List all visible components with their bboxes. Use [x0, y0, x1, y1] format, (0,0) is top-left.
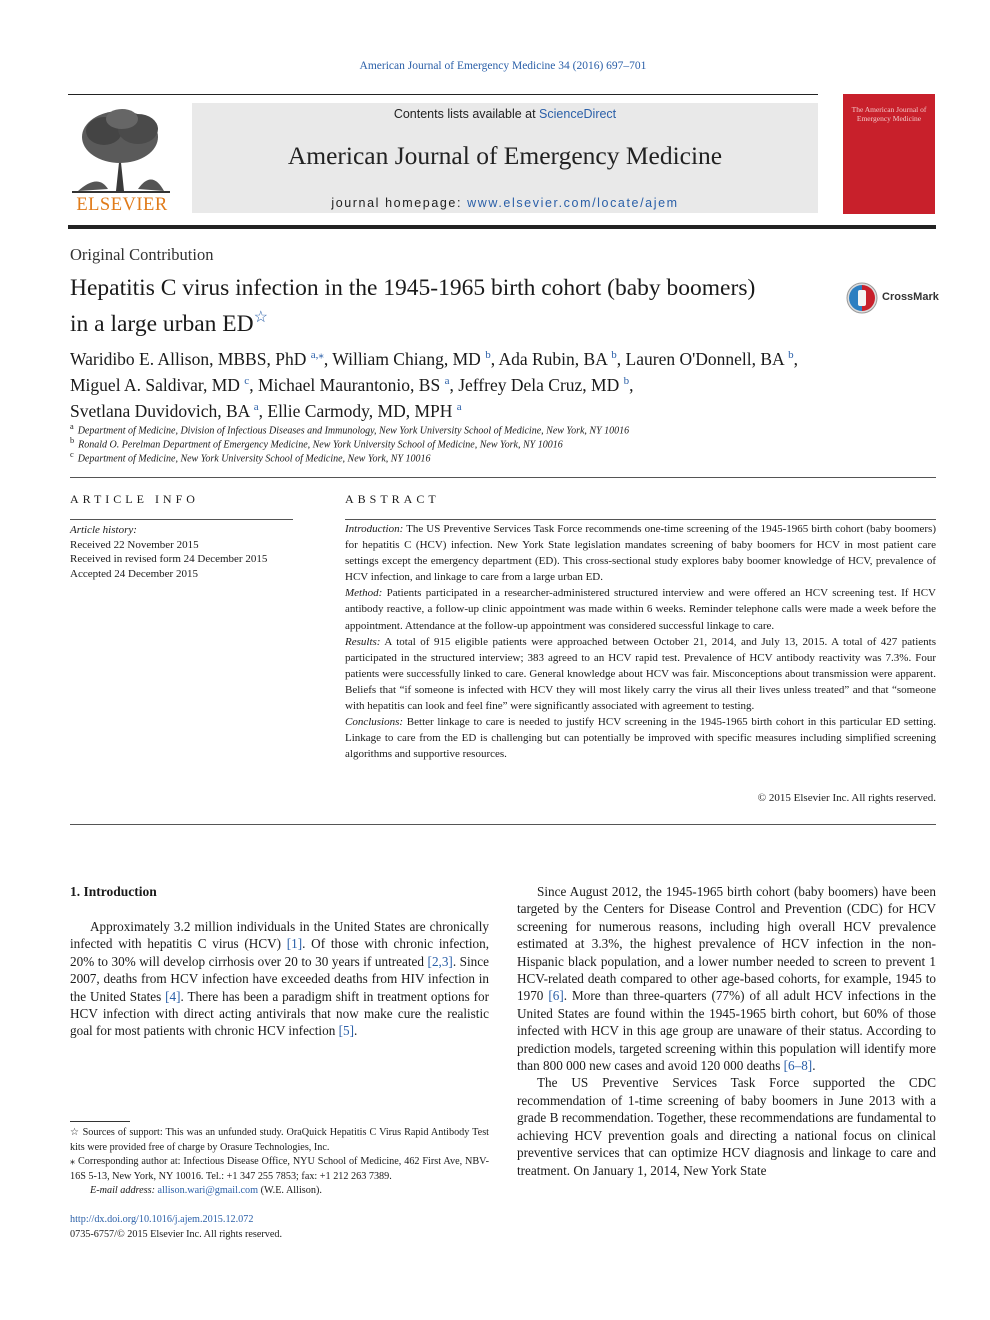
- article-info-heading: ARTICLE INFO: [70, 492, 199, 506]
- footnote-mark: ☆: [70, 1127, 80, 1138]
- author-name: Jeffrey Dela Cruz, MD: [458, 374, 620, 395]
- revised-date: Received in revised form 24 December 2015: [70, 553, 268, 565]
- footnote-text: Sources of support: This was an unfunded study. OraQuick Hepatitis C Virus Rapid Antibody Test kits were provided free of charge by Orasure Technologies, Inc.: [70, 1127, 489, 1153]
- title-footnote-marker[interactable]: ☆: [253, 309, 268, 326]
- reference-link[interactable]: [6–8]: [783, 1058, 813, 1074]
- email-owner: (W.E. Allison).: [258, 1185, 322, 1196]
- author-separator: ,: [449, 374, 459, 395]
- abstract-text: A total of 915 eligible patients were approached between October 21, 2014, and July 13, 2015. A total of 427 patients participated in the structured interview; 383 agreed to an HCV rapid test. Prevalence of HCV antibody reactivity was 7.3%. Four patients were successfully linked to care. General knowledge about HCV was fair. Misconceptions about transmission were apparent. Beliefs that “if someone is infected with HCV they will most likely carry the virus all their lives unless treated” and that “someone with hepatitis can look and feel fine” were significantly associated with agreement to testing.: [345, 635, 936, 713]
- article-type: Original Contribution: [70, 245, 214, 264]
- header-rule-top: [68, 94, 818, 95]
- abstract-heading: ABSTRACT: [345, 492, 440, 506]
- section-heading-introduction: 1. Introduction: [70, 884, 157, 899]
- author-name: Miguel A. Saldivar, MD: [70, 374, 240, 395]
- reference-link[interactable]: [1]: [286, 936, 303, 952]
- doi-link[interactable]: http://dx.doi.org/10.1016/j.ajem.2015.12.072: [70, 1214, 254, 1225]
- abstract-results: [345, 634, 936, 714]
- affil-mark: c: [70, 450, 74, 459]
- abstract-copyright: © 2015 Elsevier Inc. All rights reserved.: [757, 792, 936, 804]
- email-label: E-mail address:: [90, 1185, 158, 1196]
- author-name: Ellie Carmody, MD, MPH: [267, 400, 453, 421]
- accepted-date: Accepted 24 December 2015: [70, 567, 198, 580]
- author-name: Svetlana Duvidovich, BA: [70, 400, 250, 421]
- journal-banner: [192, 103, 818, 213]
- reference-link[interactable]: [2,3]: [427, 953, 453, 969]
- affil-text: Department of Medicine, Division of Infectious Diseases and Immunology, New York University School of Medicine, New York, NY 10016: [77, 425, 630, 437]
- footnote-support: [70, 1126, 489, 1155]
- email-link[interactable]: allison.wari@gmail.com: [157, 1185, 259, 1196]
- reference-link[interactable]: [4]: [165, 988, 181, 1004]
- affil-mark: b: [70, 436, 75, 445]
- sciencedirect-link[interactable]: ScienceDirect: [539, 107, 617, 121]
- author-affiliation-marker[interactable]: b: [485, 349, 491, 361]
- cover-title: The American Journal of Emergency Medicine: [851, 105, 927, 123]
- journal-title: American Journal of Emergency Medicine: [287, 141, 723, 170]
- abstract-label: Conclusions:: [345, 716, 404, 729]
- abstract-method: [345, 585, 936, 633]
- homepage-link[interactable]: www.elsevier.com/locate/ajem: [467, 196, 679, 210]
- abstract-label: Introduction:: [345, 523, 404, 535]
- article-title: [70, 274, 820, 339]
- author-affiliation-marker[interactable]: a: [444, 374, 450, 387]
- affiliation-rule: [70, 477, 936, 478]
- author-separator: ,: [616, 348, 626, 369]
- abstract-text: Patients participated in a researcher-administered structured interview and were offered an HCV screening test. If HCV antibody reactive, a follow-up clinic appointment was made within 6 weeks. Reminder telephone calls were made a week before the appointment. Attendance at the follow-up appointment was considered successful linkage to care.: [345, 587, 936, 632]
- homepage-prefix: journal homepage:: [331, 196, 468, 210]
- author-affiliation-marker[interactable]: a: [456, 400, 462, 413]
- footnote-rule: [70, 1121, 130, 1122]
- elsevier-logo: [68, 103, 174, 215]
- history-label: Article history:: [70, 524, 137, 536]
- abstract-conclusions: [345, 714, 936, 762]
- article-info-rule: [70, 519, 293, 520]
- author-name: Waridibo E. Allison, MBBS, PhD: [70, 348, 307, 369]
- abstract-introduction: [345, 521, 936, 585]
- affil-mark: a: [70, 422, 74, 431]
- crossmark-badge[interactable]: [846, 282, 941, 314]
- doi-block: [70, 1213, 282, 1242]
- footnote-email: [70, 1184, 489, 1199]
- footnote-mark: ⁎: [70, 1156, 76, 1167]
- contents-line: [192, 107, 818, 121]
- author-name: Ada Rubin, BA: [498, 348, 607, 369]
- reference-link[interactable]: [6]: [548, 988, 564, 1004]
- abstract-text: The US Preventive Services Task Force recommends one-time screening of the 1945-1965 birth cohort (baby boomers) for hepatitis C (HCV) infection. New York State legislation mandates screening of baby boomers for HCV in most patient care settings except the emergency department (ED). This cross-sectional study explores baby boomer knowledge of HCV, prevalence of HCV infection, and linkage to care from a large urban ED.: [345, 523, 936, 584]
- body-column-left: [70, 918, 489, 1040]
- author-separator: ,: [258, 400, 268, 421]
- author-affiliation-marker[interactable]: b: [788, 349, 794, 361]
- elsevier-wordmark: ELSEVIER: [76, 195, 168, 215]
- reference-link[interactable]: [5]: [338, 1023, 354, 1039]
- abstract-body: [345, 521, 936, 762]
- paragraph: The US Preventive Services Task Force supported the CDC recommendation of 1-time screening of baby boomers in June 2013 with a grade B recommendation. Together, these recommendations are fundamental to achieving HCV prevention goals and directing a national focus on clinical preventive services that can optimize HCV diagnosis and linkage to care and treatment. On January 1, 2014, New York State: [517, 1075, 936, 1178]
- abstract-rule: [345, 519, 936, 520]
- author-affiliation-marker[interactable]: c: [244, 374, 250, 387]
- received-date: Received 22 November 2015: [70, 538, 199, 551]
- author-list: [70, 344, 900, 421]
- paragraph: Approximately 3.2 million individuals in the United States are chronically infected with hepatitis C virus (HCV) [1]. Of those with chronic infection, 20% to 30% will develop cirrhosis over 20 to 30 years if untreated [2,3]. Since 2007, deaths from HCV infection have exceeded deaths from HIV infection in the United States [4]. There has been a paradigm shift in treatment options for HCV infection with direct acting antivirals that now make cure the realistic goal for most patients with chronic HCV infection [5].: [70, 919, 489, 1039]
- issn-line: 0735-6757/© 2015 Elsevier Inc. All rights reserved.: [70, 1228, 283, 1240]
- author-separator: ,: [629, 374, 634, 395]
- affiliation-c: [70, 448, 890, 466]
- title-line-2: in a large urban ED: [70, 310, 254, 337]
- journal-homepage: [192, 196, 818, 210]
- article-history: [70, 523, 267, 581]
- contents-prefix: Contents lists available at: [393, 107, 540, 121]
- author-name: Michael Maurantonio, BS: [257, 374, 441, 395]
- body-column-right: [517, 883, 936, 1179]
- author-affiliation-marker[interactable]: a,⁎: [310, 349, 324, 361]
- journal-citation[interactable]: American Journal of Emergency Medicine 34 (2016) 697–701: [359, 60, 647, 72]
- footnote-corresponding: [70, 1155, 489, 1184]
- author-separator: ,: [323, 348, 333, 369]
- affil-text: Ronald O. Perelman Department of Emergency Medicine, New York University School of Medicine, New York, NY 10016: [78, 439, 563, 451]
- crossmark-icon: [846, 282, 878, 314]
- author-name: William Chiang, MD: [332, 348, 481, 369]
- journal-cover[interactable]: [843, 94, 935, 214]
- abstract-text: Better linkage to care is needed to justify HCV screening in the 1945-1965 birth cohort in this particular ED setting. Linkage to care from the ED is challenging but can potentially be improved with specific measures including simplified screening algorithms and supportive resources.: [345, 716, 936, 761]
- author-name: Lauren O'Donnell, BA: [625, 348, 784, 369]
- title-line-1: Hepatitis C virus infection in the 1945-1965 birth cohort (baby boomers): [70, 275, 756, 301]
- paragraph: Since August 2012, the 1945-1965 birth cohort (baby boomers) have been targeted by the Centers for Disease Control and Prevention (CDC) for HCV screening for numerous reasons, including high overall HCV prevalence estimated at 3.3%, the highest prevalence of HCV infection in the non-Hispanic black population, and a lower number needed to screen to prevent 1 HCV-related death compared to other age-based cohorts, for example, 1945 to 1970 [6]. More than three-quarters (77%) of all adult HCV infections in the United States are found within the 1945-1965 birth cohort, but 60% of those infected with HCV in this age group are unaware of their status. According to prediction models, targeted screening within this population will identify more than 800 000 new cases and avoid 120 000 deaths [6–8].: [517, 884, 936, 1074]
- author-separator: ,: [249, 374, 258, 395]
- author-affiliation-marker[interactable]: b: [611, 349, 617, 361]
- abstract-label: Method:: [345, 587, 383, 600]
- footnote-text: Corresponding author at: Infectious Disease Office, NYU School of Medicine, 462 First Ave, NBV-16S 5-13, New York, NY 10016. Tel.: +1 347 255 7853; fax: +1 212 263 7389.: [70, 1156, 489, 1182]
- affil-text: Department of Medicine, New York University School of Medicine, New York, NY 10016: [77, 453, 431, 465]
- header-rule-bottom: [68, 225, 936, 229]
- author-affiliation-marker[interactable]: a: [253, 400, 259, 413]
- abstract-label: Results:: [345, 635, 381, 648]
- crossmark-label: CrossMark: [882, 291, 939, 303]
- abstract-end-rule: [70, 824, 936, 825]
- author-separator: ,: [490, 348, 499, 369]
- author-affiliation-marker[interactable]: b: [623, 374, 630, 387]
- author-separator: ,: [793, 348, 798, 369]
- footnotes: [70, 1126, 489, 1199]
